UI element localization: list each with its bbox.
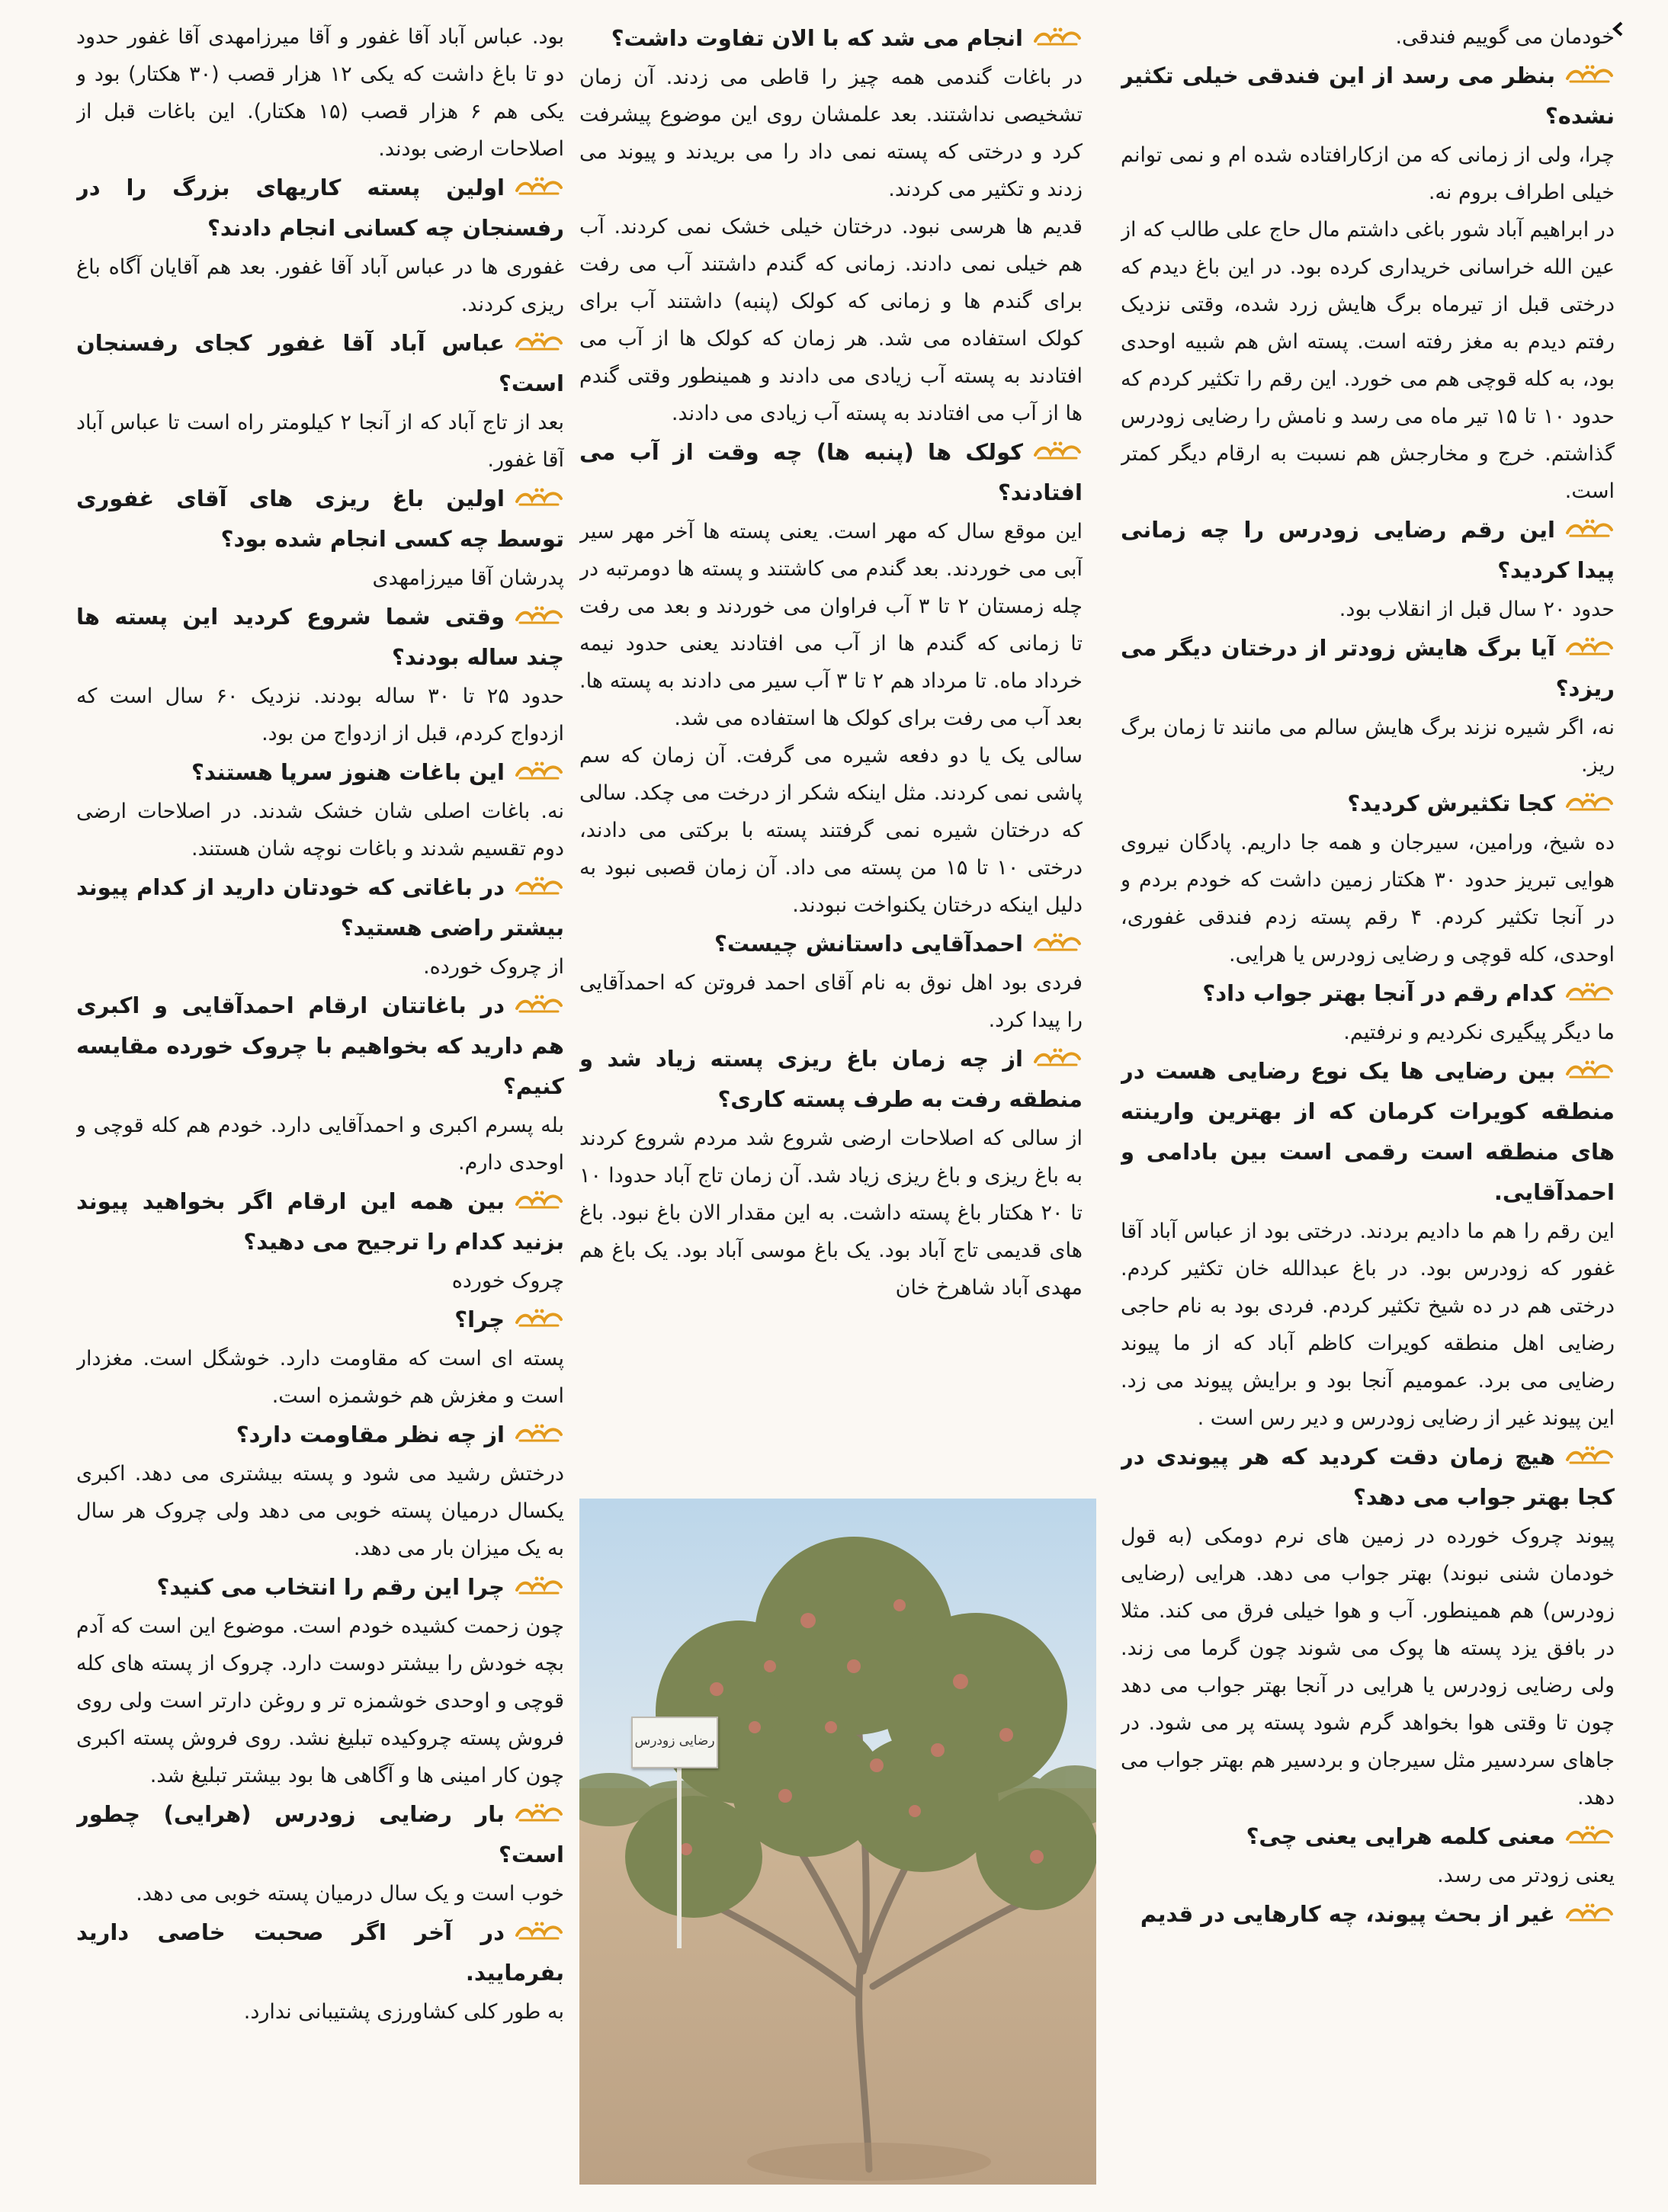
pesteh-logo-icon	[1564, 1444, 1615, 1467]
pesteh-logo-icon	[1564, 636, 1615, 659]
paragraph-text: حدود ۲۵ تا ۳۰ ساله بودند. نزدیک ۶۰ سال است که ازدواج کردم، قبل از ازدواج من بود.	[76, 684, 564, 745]
interview-question	[1121, 973, 1615, 1014]
interview-answer	[76, 793, 564, 867]
pesteh-logo-icon	[514, 1307, 564, 1330]
interview-question	[76, 1567, 564, 1608]
interview-question	[76, 323, 564, 404]
paragraph-text: از چروک خورده.	[423, 955, 564, 979]
paragraph-text: انجام می شد که با الان تفاوت داشت؟	[611, 25, 1023, 51]
interview-answer	[1121, 1213, 1615, 1437]
paragraph-text: بار رضایی زودرس (هرایی) چطور است؟	[76, 1801, 564, 1867]
paragraph-text: وقتی شما شروع کردید این پسته ها چند ساله بودند؟	[76, 604, 564, 670]
pesteh-logo-icon	[1564, 981, 1615, 1004]
paragraph-text: اولین باغ ریزی های آقای غفوری توسط چه کسی انجام شده بود؟	[76, 486, 564, 552]
interview-question	[1121, 1816, 1615, 1857]
interview-answer	[76, 404, 564, 479]
paragraph-text: یعنی زودتر می رسد.	[1437, 1864, 1615, 1887]
paragraph-text: معنی کلمه هرایی یعنی چی؟	[1246, 1823, 1555, 1849]
paragraph-text: خودمان می گوییم فندقی.	[1395, 25, 1615, 49]
pesteh-logo-icon	[514, 1422, 564, 1445]
interview-answer	[76, 1455, 564, 1567]
paragraph-text: بود. عباس آباد آقا غفور و آقا میرزامهدی آقا غفور حدود دو تا باغ داشت که یکی ۱۲ هزار قصب (۳۰ هکتار) بود و یکی هم ۶ هزار قصب (۱۵ هکتار). این باغات قبل از اصلاحات ارضی بودند.	[76, 25, 564, 161]
interview-question	[1121, 56, 1615, 136]
pesteh-logo-icon	[1032, 26, 1083, 49]
paragraph-text: در باغات گندمی همه چیز را قاطی می زدند. آن زمان تشخیصی نداشتند. بعد علمشان روی این موضوع پیشرفت کرد و درختی که پسته نمی داد را می بریدند و پیوند می زدند و تکثیر می کردند.	[579, 66, 1083, 201]
paragraph-text: در باغاتتان ارقام احمدآقایی و اکبری هم دارید که بخواهیم با چروک خورده مقایسه کنیم؟	[76, 992, 564, 1099]
interview-answer	[1121, 136, 1615, 211]
interview-answer	[76, 18, 564, 168]
paragraph-text: آیا برگ هایش زودتر از درختان دیگر می ریزد؟	[1121, 635, 1615, 701]
interview-question	[1121, 510, 1615, 591]
interview-question	[1121, 784, 1615, 824]
interview-question	[76, 168, 564, 248]
interview-answer	[579, 208, 1083, 432]
interview-question	[1121, 1894, 1615, 1935]
interview-question	[579, 1039, 1083, 1120]
paragraph-text: فردی بود اهل نوق به نام آقای احمد فروتن که احمدآقایی را پیدا کرد.	[579, 971, 1083, 1032]
right-column	[1121, 18, 1615, 2191]
paragraph-text: از چه نظر مقاومت دارد؟	[236, 1422, 505, 1447]
paragraph-text: سالی یک یا دو دفعه شیره می گرفت. آن زمان که سم پاشی نمی کردند. مثل اینکه شکر از درخت می چکد. سالی که درختان شیره نمی گرفتند پسته با برکتی می دادند، درختی ۱۰ تا ۱۵ من پسته می داد. آن زمان قصبی نبود به دلیل اینکه درختان یکنواخت نبودند.	[579, 744, 1083, 917]
paragraph-text: به طور کلی کشاورزی پشتیبانی ندارد.	[243, 2000, 564, 2024]
interview-answer	[1121, 824, 1615, 973]
paragraph-text: غفوری ها در عباس آباد آقا غفور. بعد هم آقایان آگاه باغ ریزی کردند.	[76, 255, 564, 316]
interview-answer	[76, 248, 564, 323]
pesteh-logo-icon	[514, 1802, 564, 1825]
interview-question	[76, 867, 564, 948]
paragraph-text: هیچ زمان دقت کردید که هر پیوندی در کجا بهتر جواب می دهد؟	[1121, 1444, 1615, 1510]
interview-answer	[1121, 591, 1615, 628]
paragraph-text: از سالی که اصلاحات ارضی شروع شد مردم شروع کردند به باغ ریزی و باغ ریزی زیاد شد. آن زمان تاج آباد حدودا ۱۰ تا ۲۰ هکتار باغ پسته داشت. به این مقدار الان باغ نبود. باغ های قدیمی تاج آباد بود. یک باغ موسی آباد بود. یک باغ هم مهدی آباد شاهرخ خان	[579, 1127, 1083, 1300]
paragraph-text: چرا، ولی از زمانی که من ازکارافتاده شده ام و نمی توانم خیلی اطراف بروم نه.	[1121, 143, 1615, 204]
interview-question	[579, 18, 1083, 59]
pesteh-logo-icon	[1564, 791, 1615, 814]
paragraph-text: درختش رشید می شود و پسته بیشتری می دهد. اکبری یکسال درمیان پسته خوبی می دهد ولی چروک هر سال به یک میزان بار می دهد.	[76, 1462, 564, 1560]
pesteh-logo-icon	[514, 1575, 564, 1598]
paragraph-text: پدرشان آقا میرزامهدی	[372, 566, 564, 590]
pesteh-logo-icon	[514, 875, 564, 898]
interview-question	[579, 924, 1083, 964]
paragraph-text: این رقم را هم ما دادیم بردند. درختی بود از عباس آباد آقا غفور که زودرس بود. در باغ عبدالله خان تکثیر کردم. درختی هم در ده شیخ تکثیر کردم. فردی بود به نام حاجی رضایی اهل منطقه کویرات کاظم آباد که از ما پیوند رضایی می برد. عمومیم آنجا بود و برایش پیوند می زد. این پیوند غیر از رضایی زودرس و دیر رس است .	[1121, 1220, 1615, 1430]
left-column	[76, 18, 564, 2191]
paragraph-text: چون زحمت کشیده خودم است. موضوع این است که آدم بچه خودش را بیشتر دوست دارد. چروک از پسته های کله قوچی و اوحدی خوشمزه تر و روغن دارتر است ولی روی فروش پسته چروکیده تبلیغ نشد. روی فروش پسته اکبری چون کار امینی ها و آگاهی ها بود بیشتر تبلیغ شد.	[76, 1614, 564, 1787]
paragraph-text: کدام رقم در آنجا بهتر جواب داد؟	[1202, 980, 1555, 1006]
paragraph-text: ما دیگر پیگیری نکردیم و نرفتیم.	[1343, 1021, 1615, 1044]
interview-answer	[1121, 1518, 1615, 1816]
paragraph-text: در آخر اگر صحبت خاصی دارید بفرمایید.	[76, 1919, 564, 1986]
paragraph-text: در باغاتی که خودتان دارید از کدام پیوند بیشتر راضی هستید؟	[76, 874, 564, 941]
paragraph-text: چرا این رقم را انتخاب می کنید؟	[156, 1574, 505, 1600]
paragraph-text: خوب است و یک سال درمیان پسته خوبی می دهد.	[136, 1882, 564, 1906]
interview-answer	[579, 1120, 1083, 1306]
paragraph-text: این باغات هنوز سرپا هستند؟	[191, 759, 505, 785]
pesteh-logo-icon	[514, 331, 564, 354]
pesteh-logo-icon	[514, 993, 564, 1016]
interview-answer	[76, 948, 564, 986]
paragraph-text: بین رضایی ها یک نوع رضایی هست در منطقه کویرات کرمان که از بهترین وارینته های منطقه است رقمی است بین بادامی و احمدآقایی.	[1121, 1058, 1615, 1205]
interview-question	[1121, 1437, 1615, 1518]
paragraph-text: پیوند چروک خورده در زمین های نرم دومکی (به قول خودمان شنی نبوند) بهتر جواب می دهد. هرایی (رضایی زودرس) هم همینطور. آب و هوا خیلی فرق می کند. مثلا در بافق یزد پسته ها پوک می شوند چون گرما می زند. ولی رضایی زودرس یا هرایی در آنجا بهتر جواب می دهد چون تا وقتی هوا بخواهد گرم شود پسته پر می شود. در جاهای سردسیر مثل سیرجان و بردسیر هم بهتر جواب می دهد.	[1121, 1524, 1615, 1810]
interview-question	[76, 1181, 564, 1262]
interview-answer	[76, 1340, 564, 1415]
paragraph-text: حدود ۲۰ سال قبل از انقلاب بود.	[1339, 598, 1615, 621]
paragraph-text: کجا تکثیرش کردید؟	[1347, 790, 1555, 816]
paragraph-text: کولک ها (پنبه ها) چه وقت از آب می افتادند؟	[579, 439, 1083, 505]
pesteh-logo-icon	[1564, 1902, 1615, 1925]
paragraph-text: بنظر می رسد از این فندقی خیلی تکثیر نشده؟	[1121, 63, 1615, 129]
paragraph-text: در ابراهیم آباد شور باغی داشتم مال حاج علی طالب که از عین الله خراسانی خریداری کرده بود. در این باغ دیدم که درختی قبل از تیرماه برگ هایش زرد شده، وقتی نزدیک رفتم دیدم به مغز رفته است. پسته اش هم شبیه اوحدی بود، به کله قوچی هم می خورد. این رقم را تکثیر کردم که حدود ۱۰ تا ۱۵ تیر ماه می رسد و نامش را رضایی زودرس گذاشتم. خرج و مخارجش هم نسبت به ارقام دیگر کمتر است.	[1121, 218, 1615, 503]
paragraph-text: بعد از تاج آباد که از آنجا ۲ کیلومتر راه است تا عباس آباد آقا غفور.	[76, 411, 564, 472]
paragraph-text: غیر از بحث پیوند، چه کارهایی در قدیم	[1140, 1901, 1555, 1927]
pesteh-logo-icon	[514, 486, 564, 509]
paragraph-text: قدیم ها هرسی نبود. درختان خیلی خشک نمی کردند. آب هم خیلی نمی دادند. زمانی که گندم داشتند آب می رفت برای گندم ها و زمانی که کولک (پنبه) داشتند آب برای کولک استفاده می شد. هر زمان که کولک ها از آب می افتادند به پسته آب زیادی می دادند و همینطور وقتی گندم ها از آب می افتادند به پسته آب زیادی می دادند.	[579, 215, 1083, 425]
interview-question	[76, 1415, 564, 1455]
paragraph-text: بین همه این ارقام اگر بخواهید پیوند بزنید کدام را ترجیح می دهید؟	[76, 1188, 564, 1255]
pesteh-logo-icon	[1564, 1824, 1615, 1847]
interview-answer	[76, 1262, 564, 1300]
interview-answer	[1121, 1014, 1615, 1051]
interview-answer	[1121, 211, 1615, 510]
interview-answer	[579, 964, 1083, 1039]
pesteh-logo-icon	[514, 604, 564, 627]
interview-answer	[579, 737, 1083, 924]
paragraph-text: نه. باغات اصلی شان خشک شدند. در اصلاحات ارضی دوم تقسیم شدند و باغات نوچه شان هستند.	[76, 800, 564, 861]
pesteh-logo-icon	[1564, 1059, 1615, 1082]
interview-question	[76, 1300, 564, 1340]
interview-answer	[1121, 18, 1615, 56]
pesteh-logo-icon	[1032, 440, 1083, 463]
paragraph-text: این رقم رضایی زودرس را چه زمانی پیدا کردید؟	[1121, 517, 1615, 583]
paragraph-text: اولین پسته کاریهای بزرگ را در رفسنجان چه کسانی انجام دادند؟	[76, 175, 564, 241]
paragraph-text: ده شیخ، ورامین، سیرجان و همه جا داریم. پادگان نیروی هوایی تبریز حدود ۳۰ هکتار زمین داشت که خودم بردم و در آنجا تکثیر کردم. ۴ رقم پسته زدم فندقی غفوری، اوحدی، کله قوچی و رضایی زودرس یا هرایی.	[1121, 831, 1615, 967]
interview-question	[1121, 1051, 1615, 1213]
pesteh-logo-icon	[1564, 518, 1615, 540]
pesteh-logo-icon	[514, 1189, 564, 1212]
interview-answer	[76, 1993, 564, 2031]
interview-answer	[76, 678, 564, 752]
interview-question	[1121, 628, 1615, 709]
interview-question	[579, 432, 1083, 513]
interview-question	[76, 986, 564, 1107]
paragraph-text: بله پسرم اکبری و احمدآقایی دارد. خودم هم کله قوچی و اوحدی دارم.	[76, 1114, 564, 1175]
pesteh-logo-icon	[1032, 931, 1083, 954]
interview-answer	[76, 559, 564, 597]
interview-answer	[76, 1107, 564, 1181]
paragraph-text: احمدآقایی داستانش چیست؟	[714, 931, 1023, 957]
paragraph-text: از چه زمان باغ ریزی پسته زیاد شد و منطقه رفت به طرف پسته کاری؟	[579, 1046, 1083, 1112]
paragraph-text: چرا؟	[454, 1306, 505, 1332]
interview-question	[76, 479, 564, 559]
paragraph-text: چروک خورده	[451, 1269, 564, 1293]
paragraph-text: نه، اگر شیره نزند برگ هایش سالم می مانند تا زمان برگ ریز.	[1121, 716, 1615, 777]
variety-sign: رضایی زودرس	[631, 1717, 718, 1768]
pesteh-logo-icon	[514, 175, 564, 198]
interview-question	[76, 1912, 564, 1993]
interview-answer	[1121, 1857, 1615, 1894]
paragraph-text: این موقع سال که مهر است. یعنی پسته ها آخر مهر سیر آبی می خوردند. بعد گندم می کاشتند و پسته ها دومرتبه در چله زمستان ۲ تا ۳ آب فراوان می خوردند و بعد می رفت تا زمانی که گندم ها از آب می افتادند یعنی حدود نیمه خرداد ماه. تا مرداد هم ۲ تا ۳ آب سیر می دادند به پسته ها. بعد آب می رفت برای کولک ها استفاده می شد.	[579, 520, 1083, 730]
pesteh-logo-icon	[514, 760, 564, 783]
paragraph-text: عباس آباد آقا غفور کجای رفسنجان است؟	[76, 330, 564, 396]
interview-question	[76, 597, 564, 678]
pesteh-logo-icon	[1564, 63, 1615, 86]
interview-answer	[76, 1875, 564, 1912]
interview-question	[76, 752, 564, 793]
pistachio-tree-photo	[579, 1499, 1096, 2185]
pesteh-logo-icon	[514, 1920, 564, 1943]
paragraph-text: پسته ای است که مقاومت دارد. خوشگل است. مغزدار است و مغزش هم خوشمزه است.	[76, 1347, 564, 1408]
interview-answer	[579, 59, 1083, 208]
interview-answer	[579, 513, 1083, 737]
interview-answer	[1121, 709, 1615, 784]
pesteh-logo-icon	[1032, 1047, 1083, 1069]
interview-answer	[76, 1608, 564, 1794]
interview-question	[76, 1794, 564, 1875]
